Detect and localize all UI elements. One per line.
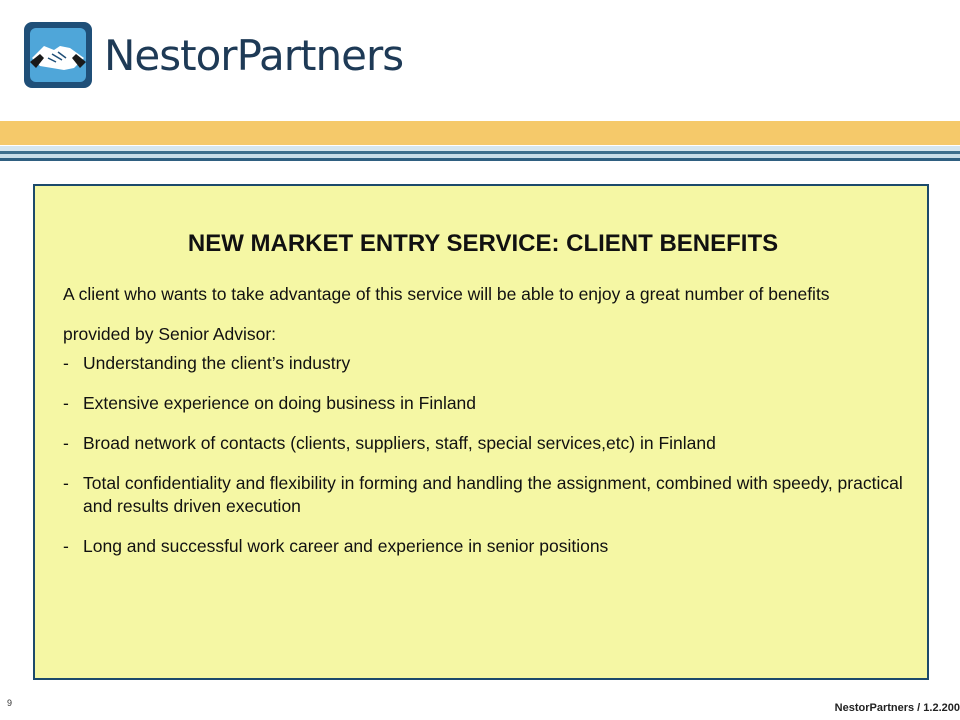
list-item-text: Understanding the client’s industry xyxy=(83,353,351,373)
bullet-marker: - xyxy=(63,393,69,413)
intro-text: A client who wants to take advantage of this service will be able to enjoy a great number of benefits provided by Senior Advisor: xyxy=(63,284,830,344)
benefits-list xyxy=(63,352,903,575)
nestorpartners-logo xyxy=(24,22,404,94)
content-panel xyxy=(33,184,929,680)
bullet-marker: - xyxy=(63,473,69,493)
logo-wordmark: NestorPartners xyxy=(104,31,404,80)
bullet-marker: - xyxy=(63,536,69,556)
list-item xyxy=(63,392,903,415)
list-item xyxy=(63,535,903,558)
list-item xyxy=(63,352,903,375)
slide-title: NEW MARKET ENTRY SERVICE: CLIENT BENEFITS xyxy=(187,230,779,257)
list-item-text: Long and successful work career and experience in senior positions xyxy=(83,536,609,556)
page-number: 9 xyxy=(7,698,13,708)
list-item-text: Broad network of contacts (clients, suppliers, staff, special services,etc) in Finland xyxy=(83,433,716,453)
header-band-gold xyxy=(0,121,960,145)
header-band-blue xyxy=(0,158,960,161)
bullet-marker: - xyxy=(63,433,69,453)
list-item-text: Total confidentiality and flexibility in forming and handling the assignment, combined with speedy, practical and results driven execution xyxy=(83,473,903,516)
list-item-text: Extensive experience on doing business in Finland xyxy=(83,393,477,413)
list-item xyxy=(63,432,903,455)
list-item xyxy=(63,472,903,518)
handshake-icon xyxy=(24,22,92,88)
footer-text: NestorPartners / 1.2.200 xyxy=(834,702,960,714)
bullet-marker: - xyxy=(63,353,69,373)
